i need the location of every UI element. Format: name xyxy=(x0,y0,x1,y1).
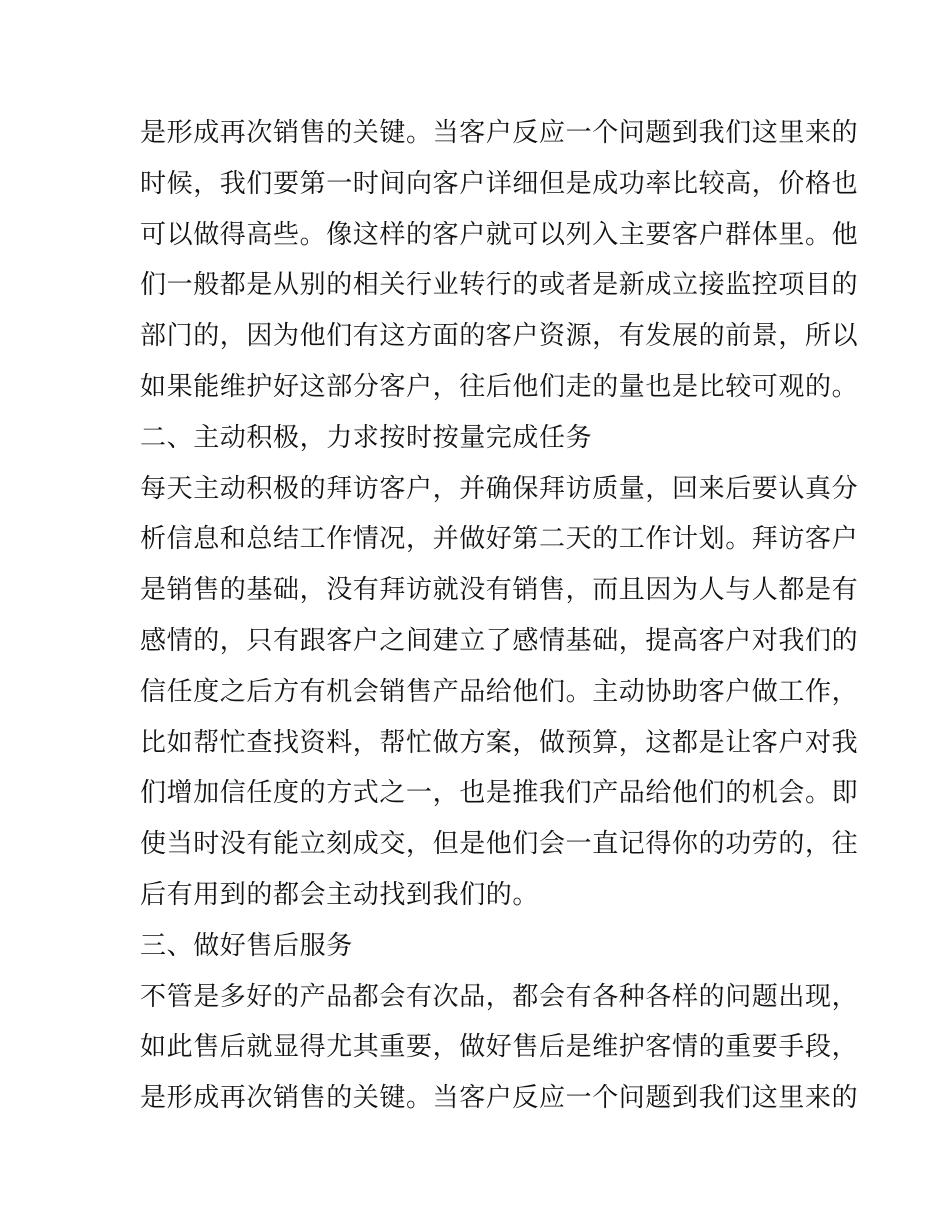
body-line: 不管是多好的产品都会有次品，都会有各种各样的问题出现， xyxy=(140,981,859,1012)
section-heading: 二、主动积极，力求按时按量完成任务 xyxy=(140,422,593,453)
body-line: 们增加信任度的方式之一，也是推我们产品给他们的机会。即 xyxy=(140,778,859,809)
body-line: 比如帮忙查找资料，帮忙做方案，做预算，这都是让客户对我 xyxy=(140,727,859,758)
body-line: 信任度之后方有机会销售产品给他们。主动协助客户做工作， xyxy=(140,676,859,707)
body-line: 是形成再次销售的关键。当客户反应一个问题到我们这里来的 xyxy=(140,1083,859,1114)
body-line: 后有用到的都会主动找到我们的。 xyxy=(140,879,540,910)
body-line: 们一般都是从别的相关行业转行的或者是新成立接监控项目的 xyxy=(140,270,859,301)
body-line: 如果能维护好这部分客户，往后他们走的量也是比较可观的。 xyxy=(140,371,859,402)
body-line: 部门的，因为他们有这方面的客户资源，有发展的前景，所以 xyxy=(140,321,859,352)
document-body xyxy=(140,108,859,1124)
body-line: 是销售的基础，没有拜访就没有销售，而且因为人与人都是有 xyxy=(140,575,859,606)
body-line: 可以做得高些。像这样的客户就可以列入主要客户群体里。他 xyxy=(140,219,859,250)
body-line: 使当时没有能立刻成交，但是他们会一直记得你的功劳的，往 xyxy=(140,829,859,860)
body-line: 如此售后就显得尤其重要，做好售后是维护客情的重要手段， xyxy=(140,1032,859,1063)
body-line: 时候，我们要第一时间向客户详细但是成功率比较高，价格也 xyxy=(140,168,859,199)
body-line: 是形成再次销售的关键。当客户反应一个问题到我们这里来的 xyxy=(140,118,859,148)
body-line: 感情的，只有跟客户之间建立了感情基础，提高客户对我们的 xyxy=(140,625,859,656)
body-line: 每天主动积极的拜访客户，并确保拜访质量，回来后要认真分 xyxy=(140,473,859,504)
body-line: 析信息和总结工作情况，并做好第二天的工作计划。拜访客户 xyxy=(140,524,859,555)
section-heading: 三、做好售后服务 xyxy=(140,930,353,961)
